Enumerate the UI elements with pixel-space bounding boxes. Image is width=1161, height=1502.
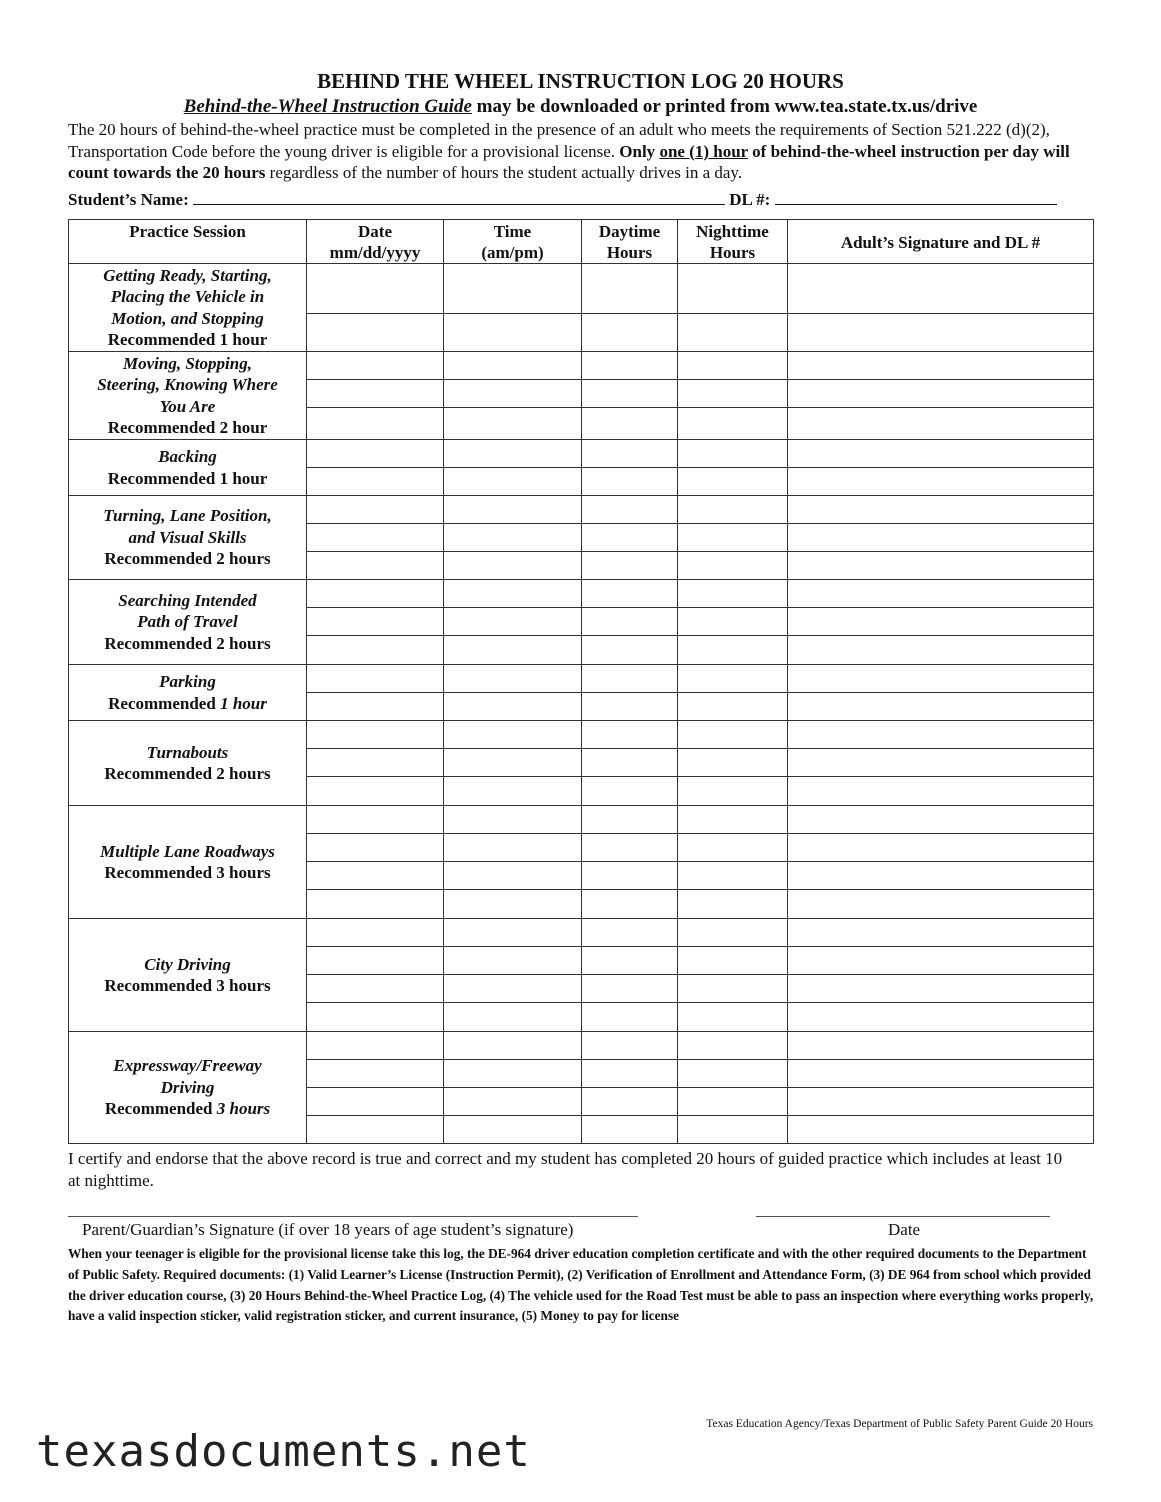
time-cell[interactable]: [444, 314, 582, 352]
daytime-hours-cell[interactable]: [582, 947, 678, 975]
daytime-hours-cell[interactable]: [582, 890, 678, 919]
daytime-hours-cell[interactable]: [582, 314, 678, 352]
daytime-hours-cell[interactable]: [582, 408, 678, 440]
date-cell[interactable]: [307, 264, 444, 314]
table-row: [69, 919, 1094, 947]
daytime-hours-cell[interactable]: [582, 665, 678, 693]
adult-signature-cell[interactable]: [788, 749, 1094, 777]
header-date: Date mm/dd/yyyy: [307, 220, 444, 264]
nighttime-hours-cell[interactable]: [678, 947, 788, 975]
date-cell[interactable]: [307, 552, 444, 580]
nighttime-hours-cell[interactable]: [678, 408, 788, 440]
time-cell[interactable]: [444, 806, 582, 834]
parent-signature-line[interactable]: [68, 1216, 638, 1217]
daytime-hours-cell[interactable]: [582, 524, 678, 552]
nighttime-hours-cell[interactable]: [678, 806, 788, 834]
daytime-hours-cell[interactable]: [582, 580, 678, 608]
date-cell[interactable]: [307, 1032, 444, 1060]
table-header-row: [69, 220, 1094, 264]
adult-signature-cell[interactable]: [788, 834, 1094, 862]
table-row: [69, 806, 1094, 834]
nighttime-hours-cell[interactable]: [678, 693, 788, 721]
table-row: [69, 496, 1094, 524]
daytime-hours-cell[interactable]: [582, 636, 678, 665]
session-recommended-hours: Recommended 3 hours: [104, 976, 271, 995]
document-subtitle: [0, 96, 1161, 118]
date-cell[interactable]: [307, 919, 444, 947]
nighttime-hours-cell[interactable]: [678, 440, 788, 468]
date-cell[interactable]: [307, 693, 444, 721]
daytime-hours-cell[interactable]: [582, 721, 678, 749]
nighttime-hours-cell[interactable]: [678, 665, 788, 693]
session-topic: Turnabouts: [146, 742, 229, 762]
adult-signature-cell[interactable]: [788, 1060, 1094, 1088]
header-practice-session: Practice Session: [69, 220, 307, 264]
intro-bold-underlined: one (1) hour: [659, 141, 748, 161]
daytime-hours-cell[interactable]: [582, 1003, 678, 1032]
guide-link-text: Behind-the-Wheel Instruction Guide: [183, 96, 472, 117]
time-cell[interactable]: [444, 834, 582, 862]
date-cell[interactable]: [307, 947, 444, 975]
table-row: [69, 665, 1094, 693]
session-topic: Searching Intended: [118, 590, 257, 610]
time-cell[interactable]: [444, 608, 582, 636]
session-topic: Parking: [159, 672, 216, 691]
table-row: [69, 721, 1094, 749]
header-daytime-hours: Daytime Hours: [582, 220, 678, 264]
nighttime-hours-cell[interactable]: [678, 890, 788, 919]
daytime-hours-cell[interactable]: [582, 975, 678, 1003]
nighttime-hours-cell[interactable]: [678, 524, 788, 552]
intro-paragraph: [68, 119, 1098, 184]
time-cell[interactable]: [444, 1088, 582, 1116]
nighttime-hours-cell[interactable]: [678, 468, 788, 496]
daytime-hours-cell[interactable]: [582, 352, 678, 380]
nighttime-hours-cell[interactable]: [678, 1003, 788, 1032]
session-recommended-hours: Recommended 2 hours: [104, 549, 271, 569]
time-cell[interactable]: [444, 496, 582, 524]
nighttime-hours-cell[interactable]: [678, 721, 788, 749]
time-cell[interactable]: [444, 636, 582, 665]
adult-signature-cell[interactable]: [788, 1116, 1094, 1144]
date-cell[interactable]: [307, 665, 444, 693]
adult-signature-cell[interactable]: [788, 1003, 1094, 1032]
table-row: [69, 580, 1094, 608]
practice-session-cell: [69, 352, 307, 440]
practice-session-cell: [69, 919, 307, 1032]
adult-signature-cell[interactable]: [788, 524, 1094, 552]
dps-requirements-note: When your teenager is eligible for the provisional license take this log, the DE-964 driver education completion certificate and with the other required documents to the Department of Public Safety. Required documents: (1) Valid Learner’s License (Instruction Permit), (2) Verification of Enrollment and Attendance Form, (3) DE 964 from school which provided the driver education course, (3) 20 Hours Behind-the-Wheel Practice Log, (4) The vehicle used for the Road Test must be able to pass an inspection where everything works properly, have a valid inspection sticker, valid registration sticker, and current insurance, (5) Money to pay for license: [68, 1246, 1094, 1324]
adult-signature-cell[interactable]: [788, 665, 1094, 693]
session-topic: Backing: [158, 447, 217, 466]
date-cell[interactable]: [307, 608, 444, 636]
nighttime-hours-cell[interactable]: [678, 834, 788, 862]
time-cell[interactable]: [444, 975, 582, 1003]
practice-session-cell: [69, 440, 307, 496]
date-cell[interactable]: [307, 975, 444, 1003]
session-topic: Placing the Vehicle in: [110, 287, 265, 306]
date-cell[interactable]: [307, 862, 444, 890]
adult-signature-cell[interactable]: [788, 721, 1094, 749]
date-cell[interactable]: [307, 834, 444, 862]
time-cell[interactable]: [444, 777, 582, 806]
table-row: [69, 440, 1094, 468]
adult-signature-cell[interactable]: [788, 608, 1094, 636]
adult-signature-cell[interactable]: [788, 352, 1094, 380]
session-recommended-hours: Recommended 1 hour: [107, 330, 268, 349]
intro-text-2: regardless of the number of hours the student actually drives in a day.: [265, 163, 743, 182]
adult-signature-cell[interactable]: [788, 314, 1094, 352]
intro-bold-rest: of behind-the-wheel instruction per day will count towards the 20 hours: [68, 141, 1070, 182]
time-cell[interactable]: [444, 1003, 582, 1032]
nighttime-hours-cell[interactable]: [678, 352, 788, 380]
time-cell[interactable]: [444, 524, 582, 552]
adult-signature-cell[interactable]: [788, 1088, 1094, 1116]
date-cell[interactable]: [307, 721, 444, 749]
date-cell[interactable]: [307, 1088, 444, 1116]
session-recommended-hours: Recommended 3 hours: [104, 863, 271, 882]
session-topic: City Driving: [144, 954, 231, 974]
nighttime-hours-cell[interactable]: [678, 636, 788, 665]
daytime-hours-cell[interactable]: [582, 1032, 678, 1060]
date-cell[interactable]: [307, 440, 444, 468]
date-cell[interactable]: [307, 890, 444, 919]
daytime-hours-cell[interactable]: [582, 264, 678, 314]
time-cell[interactable]: [444, 380, 582, 408]
adult-signature-cell[interactable]: [788, 806, 1094, 834]
student-info-row: [68, 189, 1057, 210]
date-cell[interactable]: [307, 580, 444, 608]
daytime-hours-cell[interactable]: [582, 1088, 678, 1116]
document-title: BEHIND THE WHEEL INSTRUCTION LOG 20 HOURS: [317, 69, 844, 93]
session-topic: Turning, Lane Position,: [103, 506, 272, 526]
date-cell[interactable]: [307, 1116, 444, 1144]
session-recommended-hours: Recommended 1 hour: [108, 693, 267, 713]
practice-session-cell: [69, 665, 307, 721]
nighttime-hours-cell[interactable]: [678, 314, 788, 352]
daytime-hours-cell[interactable]: [582, 862, 678, 890]
instruction-log-table: [68, 219, 1094, 1144]
session-topic: Multiple Lane Roadways: [100, 841, 275, 861]
practice-session-cell: [69, 496, 307, 580]
date-cell[interactable]: [307, 524, 444, 552]
adult-signature-cell[interactable]: [788, 890, 1094, 919]
adult-signature-cell[interactable]: [788, 264, 1094, 314]
date-cell[interactable]: [307, 408, 444, 440]
daytime-hours-cell[interactable]: [582, 806, 678, 834]
daytime-hours-cell[interactable]: [582, 777, 678, 806]
subtitle-rest: may be downloaded or printed from www.tea.state.tx.us/drive: [471, 96, 978, 117]
time-cell[interactable]: [444, 749, 582, 777]
session-topic: Motion, and Stopping: [111, 308, 264, 328]
adult-signature-cell[interactable]: [788, 947, 1094, 975]
nighttime-hours-cell[interactable]: [678, 777, 788, 806]
time-cell[interactable]: [444, 468, 582, 496]
time-cell[interactable]: [444, 1032, 582, 1060]
daytime-hours-cell[interactable]: [582, 380, 678, 408]
time-cell[interactable]: [444, 552, 582, 580]
nighttime-hours-cell[interactable]: [678, 264, 788, 314]
practice-session-cell: [69, 264, 307, 352]
time-cell[interactable]: [444, 1060, 582, 1088]
session-topic: Steering, Knowing Where: [97, 375, 278, 394]
practice-session-cell: [69, 721, 307, 806]
nighttime-hours-cell[interactable]: [678, 975, 788, 1003]
nighttime-hours-cell[interactable]: [678, 1116, 788, 1144]
session-topic: You Are: [159, 396, 216, 416]
table-row: [69, 264, 1094, 314]
date-cell[interactable]: [307, 806, 444, 834]
signature-date-line[interactable]: [756, 1216, 1050, 1217]
dl-label: DL #:: [729, 190, 771, 209]
time-cell[interactable]: [444, 440, 582, 468]
date-cell[interactable]: [307, 352, 444, 380]
session-topic: Expressway/Freeway: [113, 1056, 262, 1076]
daytime-hours-cell[interactable]: [582, 1060, 678, 1088]
session-recommended-hours: Recommended 2 hour: [107, 418, 268, 437]
student-name-label: Student’s Name:: [68, 190, 189, 209]
adult-signature-cell[interactable]: [788, 693, 1094, 721]
adult-signature-cell[interactable]: [788, 468, 1094, 496]
date-cell[interactable]: [307, 1060, 444, 1088]
date-cell[interactable]: [307, 380, 444, 408]
date-cell[interactable]: [307, 749, 444, 777]
session-topic: Getting Ready, Starting,: [103, 265, 272, 285]
nighttime-hours-cell[interactable]: [678, 1060, 788, 1088]
table-row: [69, 1032, 1094, 1060]
nighttime-hours-cell[interactable]: [678, 862, 788, 890]
daytime-hours-cell[interactable]: [582, 496, 678, 524]
time-cell[interactable]: [444, 862, 582, 890]
nighttime-hours-cell[interactable]: [678, 608, 788, 636]
time-cell[interactable]: [444, 580, 582, 608]
adult-signature-cell[interactable]: [788, 862, 1094, 890]
table-row: [69, 352, 1094, 380]
header-nighttime-hours: Nighttime Hours: [678, 220, 788, 264]
adult-signature-cell[interactable]: [788, 380, 1094, 408]
time-cell[interactable]: [444, 352, 582, 380]
signature-date-label: Date: [888, 1220, 921, 1239]
footer-text: Texas Education Agency/Texas Department of Public Safety Parent Guide 20 Hours: [706, 1418, 1093, 1430]
time-cell[interactable]: [444, 947, 582, 975]
session-topic: Driving: [160, 1077, 215, 1097]
nighttime-hours-cell[interactable]: [678, 1088, 788, 1116]
daytime-hours-cell[interactable]: [582, 693, 678, 721]
date-cell[interactable]: [307, 777, 444, 806]
time-cell[interactable]: [444, 665, 582, 693]
daytime-hours-cell[interactable]: [582, 440, 678, 468]
watermark: texasdocuments.net: [36, 1426, 531, 1477]
daytime-hours-cell[interactable]: [582, 552, 678, 580]
time-cell[interactable]: [444, 890, 582, 919]
student-name-field[interactable]: [193, 189, 725, 205]
date-cell[interactable]: [307, 468, 444, 496]
nighttime-hours-cell[interactable]: [678, 380, 788, 408]
daytime-hours-cell[interactable]: [582, 749, 678, 777]
adult-signature-cell[interactable]: [788, 1032, 1094, 1060]
daytime-hours-cell[interactable]: [582, 919, 678, 947]
nighttime-hours-cell[interactable]: [678, 496, 788, 524]
adult-signature-cell[interactable]: [788, 580, 1094, 608]
date-cell[interactable]: [307, 314, 444, 352]
session-recommended-hours: Recommended 3 hours: [104, 1099, 271, 1119]
nighttime-hours-cell[interactable]: [678, 919, 788, 947]
student-dl-field[interactable]: [775, 189, 1057, 205]
time-cell[interactable]: [444, 1116, 582, 1144]
header-time: Time (am/pm): [444, 220, 582, 264]
session-topic: Moving, Stopping,: [123, 353, 252, 373]
session-recommended-hours: Recommended 2 hours: [104, 633, 271, 653]
adult-signature-cell[interactable]: [788, 440, 1094, 468]
daytime-hours-cell[interactable]: [582, 834, 678, 862]
header-adult-signature: Adult’s Signature and DL #: [788, 220, 1094, 264]
nighttime-hours-cell[interactable]: [678, 749, 788, 777]
daytime-hours-cell[interactable]: [582, 1116, 678, 1144]
adult-signature-cell[interactable]: [788, 975, 1094, 1003]
time-cell[interactable]: [444, 919, 582, 947]
adult-signature-cell[interactable]: [788, 636, 1094, 665]
time-cell[interactable]: [444, 408, 582, 440]
session-recommended-hours: Recommended 1 hour: [107, 468, 268, 488]
date-cell[interactable]: [307, 1003, 444, 1032]
intro-text-1: The 20 hours of behind-the-wheel practice must be completed in the presence of an adult who meets the requirements of Section 521.222 (d)(2), Transportation Code before the young driver is eligible for a provisional license.: [68, 120, 1050, 161]
adult-signature-cell[interactable]: [788, 552, 1094, 580]
practice-session-cell: [69, 1032, 307, 1144]
adult-signature-cell[interactable]: [788, 777, 1094, 806]
nighttime-hours-cell[interactable]: [678, 1032, 788, 1060]
session-topic: and Visual Skills: [128, 527, 247, 547]
parent-signature-label: Parent/Guardian’s Signature (if over 18 years of age student’s signature): [82, 1220, 574, 1239]
nighttime-hours-cell[interactable]: [678, 552, 788, 580]
nighttime-hours-cell[interactable]: [678, 580, 788, 608]
date-cell[interactable]: [307, 636, 444, 665]
session-recommended-hours: Recommended 2 hours: [104, 764, 271, 783]
adult-signature-cell[interactable]: [788, 496, 1094, 524]
daytime-hours-cell[interactable]: [582, 608, 678, 636]
adult-signature-cell[interactable]: [788, 919, 1094, 947]
certification-statement: I certify and endorse that the above record is true and correct and my student has completed 20 hours of guided practice which includes at least 10 at nighttime.: [68, 1149, 1063, 1190]
daytime-hours-cell[interactable]: [582, 468, 678, 496]
practice-session-cell: [69, 580, 307, 665]
time-cell[interactable]: [444, 264, 582, 314]
time-cell[interactable]: [444, 721, 582, 749]
date-cell[interactable]: [307, 496, 444, 524]
session-topic: Path of Travel: [137, 612, 238, 632]
adult-signature-cell[interactable]: [788, 408, 1094, 440]
time-cell[interactable]: [444, 693, 582, 721]
practice-session-cell: [69, 806, 307, 919]
intro-bold-only: Only: [619, 141, 660, 161]
